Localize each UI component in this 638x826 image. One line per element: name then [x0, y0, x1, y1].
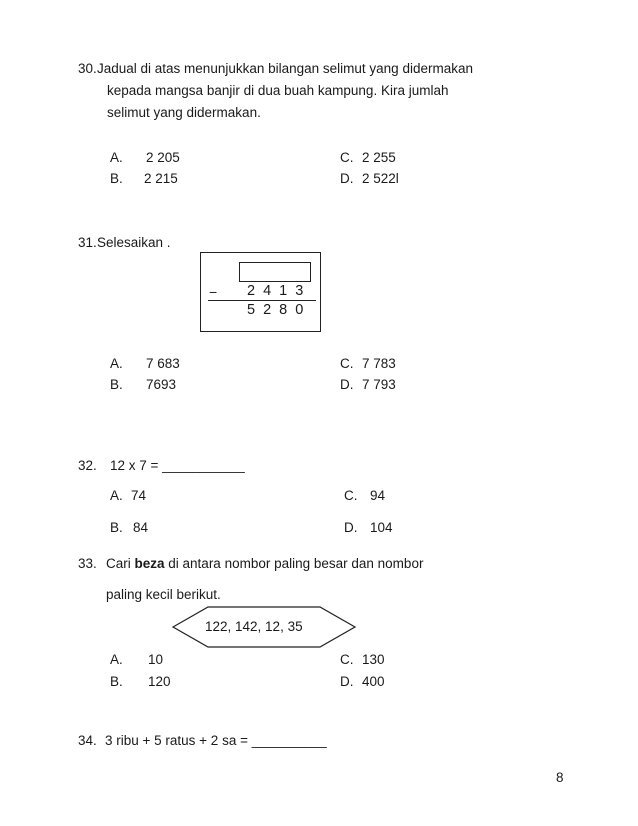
option-letter: D.	[340, 377, 354, 392]
question-number: 32.	[78, 458, 97, 473]
option-letter: B.	[110, 520, 123, 535]
question-number: 30.	[78, 61, 97, 76]
option-value: 2 255	[362, 150, 396, 165]
question-text-line: kepada mangsa banjir di dua buah kampung. Kira jumlah	[107, 83, 449, 98]
question-text-line: selimut yang didermakan.	[107, 105, 261, 120]
option-value: 7 793	[362, 377, 396, 392]
option-value: 130	[362, 652, 385, 667]
option-letter: A.	[110, 488, 123, 503]
option-letter: C.	[344, 488, 358, 503]
question-text: 12 x 7 = ___________	[110, 458, 245, 473]
question-number: 34.	[78, 733, 97, 748]
option-value: 2 205	[146, 150, 180, 165]
text-before: Cari	[106, 556, 135, 571]
option-value: 10	[148, 652, 164, 667]
option-letter: D.	[340, 674, 354, 689]
option-letter: B.	[110, 674, 123, 689]
option-letter: C.	[340, 150, 354, 165]
bold-keyword: beza	[134, 556, 165, 571]
option-letter: D.	[344, 520, 358, 535]
question-text-line: paling kecil berikut.	[106, 587, 221, 602]
option-value: 84	[133, 520, 149, 535]
page-number: 8	[556, 770, 564, 785]
question-number: 31.	[78, 235, 97, 250]
option-letter: B.	[110, 171, 123, 186]
option-value: 7693	[146, 377, 177, 392]
option-value: 120	[148, 674, 171, 689]
minus-sign: −	[209, 284, 218, 300]
option-letter: C.	[340, 356, 354, 371]
option-value: 2 522l	[362, 171, 399, 186]
question-text: 3 ribu + 5 ratus + 2 sa = __________	[105, 733, 327, 748]
subtrahend-digits: 2 4 1 3	[247, 283, 306, 299]
option-letter: B.	[110, 377, 123, 392]
option-value: 2 215	[144, 171, 178, 186]
option-value: 400	[362, 674, 385, 689]
text-after: di antara nombor paling besar dan nombor	[164, 556, 424, 571]
option-letter: D.	[340, 171, 354, 186]
option-letter: A.	[110, 356, 123, 371]
option-letter: A.	[110, 652, 123, 667]
option-value: 104	[370, 520, 393, 535]
option-value: 94	[370, 488, 386, 503]
option-value: 7 783	[362, 356, 396, 371]
hexagon-numbers: 122, 142, 12, 35	[205, 619, 303, 634]
result-digits: 5 2 8 0	[247, 302, 306, 318]
question-text-line: Jadual di atas menunjukkan bilangan selimut yang didermakan	[97, 61, 473, 76]
question-number: 33.	[78, 556, 97, 571]
option-letter: C.	[340, 652, 354, 667]
option-value: 74	[131, 488, 147, 503]
option-letter: A.	[110, 150, 123, 165]
option-value: 7 683	[146, 356, 180, 371]
question-text: Selesaikan .	[97, 235, 171, 250]
